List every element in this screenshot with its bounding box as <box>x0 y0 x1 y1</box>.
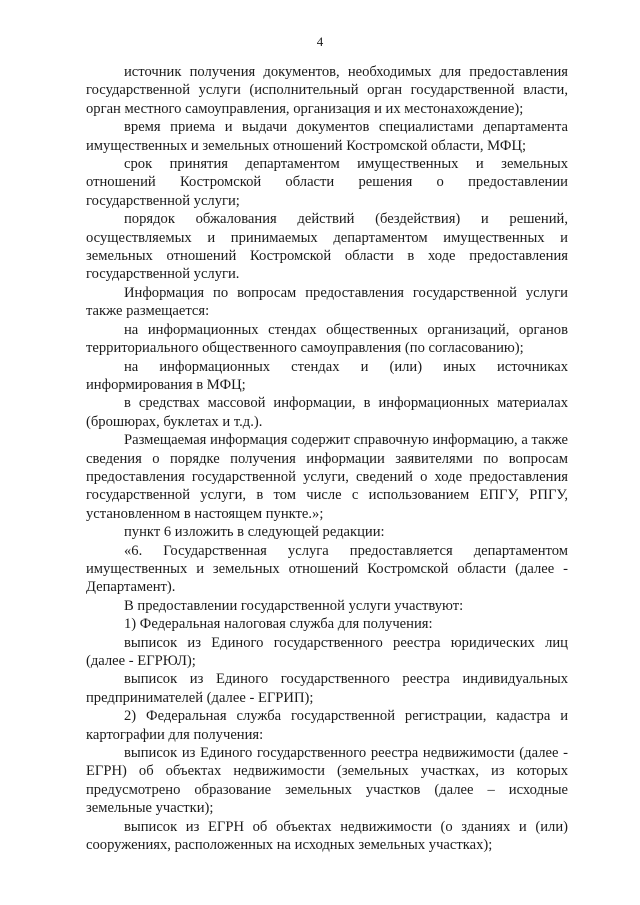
paragraph: в средствах массовой информации, в информационных материалах (брошюрах, буклетах и т.д.). <box>86 395 568 430</box>
page-number: 4 <box>316 34 324 49</box>
paragraph: 1) Федеральная налоговая служба для получения: <box>124 616 433 633</box>
paragraph: порядок обжалования действий (бездействия) и решений, осуществляемых и принимаемых департаментом имущественных и земельных отношений Костромской области в ходе предоставления государственной услуги. <box>86 211 568 283</box>
paragraph: на информационных стендах общественных организаций, органов территориального общественного самоуправления (по согласованию); <box>86 321 568 357</box>
paragraph: «6. Государственная услуга предоставляется департаментом имущественных и земельных отношений Костромской области (далее - Департамент). <box>86 542 568 596</box>
paragraph: пункт 6 изложить в следующей редакции: <box>124 524 385 541</box>
paragraph: В предоставлении государственной услуги участвуют: <box>124 597 464 614</box>
paragraph: источник получения документов, необходимых для предоставления государственной услуги (исполнительный орган государственной власти, орган местного самоуправления, организация и их местонахождение); <box>86 64 568 117</box>
paragraph: Информация по вопросам предоставления государственной услуги также размещается: <box>86 284 568 320</box>
paragraph: выписок из ЕГРН об объектах недвижимости (о зданиях и (или) сооружениях, расположенных на исходных земельных участках); <box>86 818 568 854</box>
paragraph: срок принятия департаментом имущественных и земельных отношений Костромской области решения о предоставлении государственной услуги; <box>86 156 568 209</box>
paragraph: Размещаемая информация содержит справочную информацию, а также сведения о порядке получения информации заявителями по вопросам предоставления государственной услуги, сведений о ходе предоставления государственной услуги, в том числе с использованием ЕПГУ, РПГУ, установленном в настоящем пункте.»; <box>86 432 568 522</box>
paragraph: выписок из Единого государственного реестра юридических лиц (далее - ЕГРЮЛ); <box>86 634 568 669</box>
paragraph: 2) Федеральная служба государственной регистрации, кадастра и картографии для получения: <box>86 708 568 743</box>
paragraph: время приема и выдачи документов специалистами департамента имущественных и земельных отношений Костромской области, МФЦ; <box>86 119 568 154</box>
paragraph: на информационных стендах и (или) иных источниках информирования в МФЦ; <box>86 358 568 393</box>
document-body <box>86 63 568 854</box>
paragraph: выписок из Единого государственного реестра недвижимости (далее - ЕГРН) об объектах недвижимости (земельных участках, из которых предусмотрено образование земельных участков (далее – исходные земельные участки); <box>86 745 568 817</box>
paragraph: выписок из Единого государственного реестра индивидуальных предпринимателей (далее - ЕГРИП); <box>86 671 568 706</box>
